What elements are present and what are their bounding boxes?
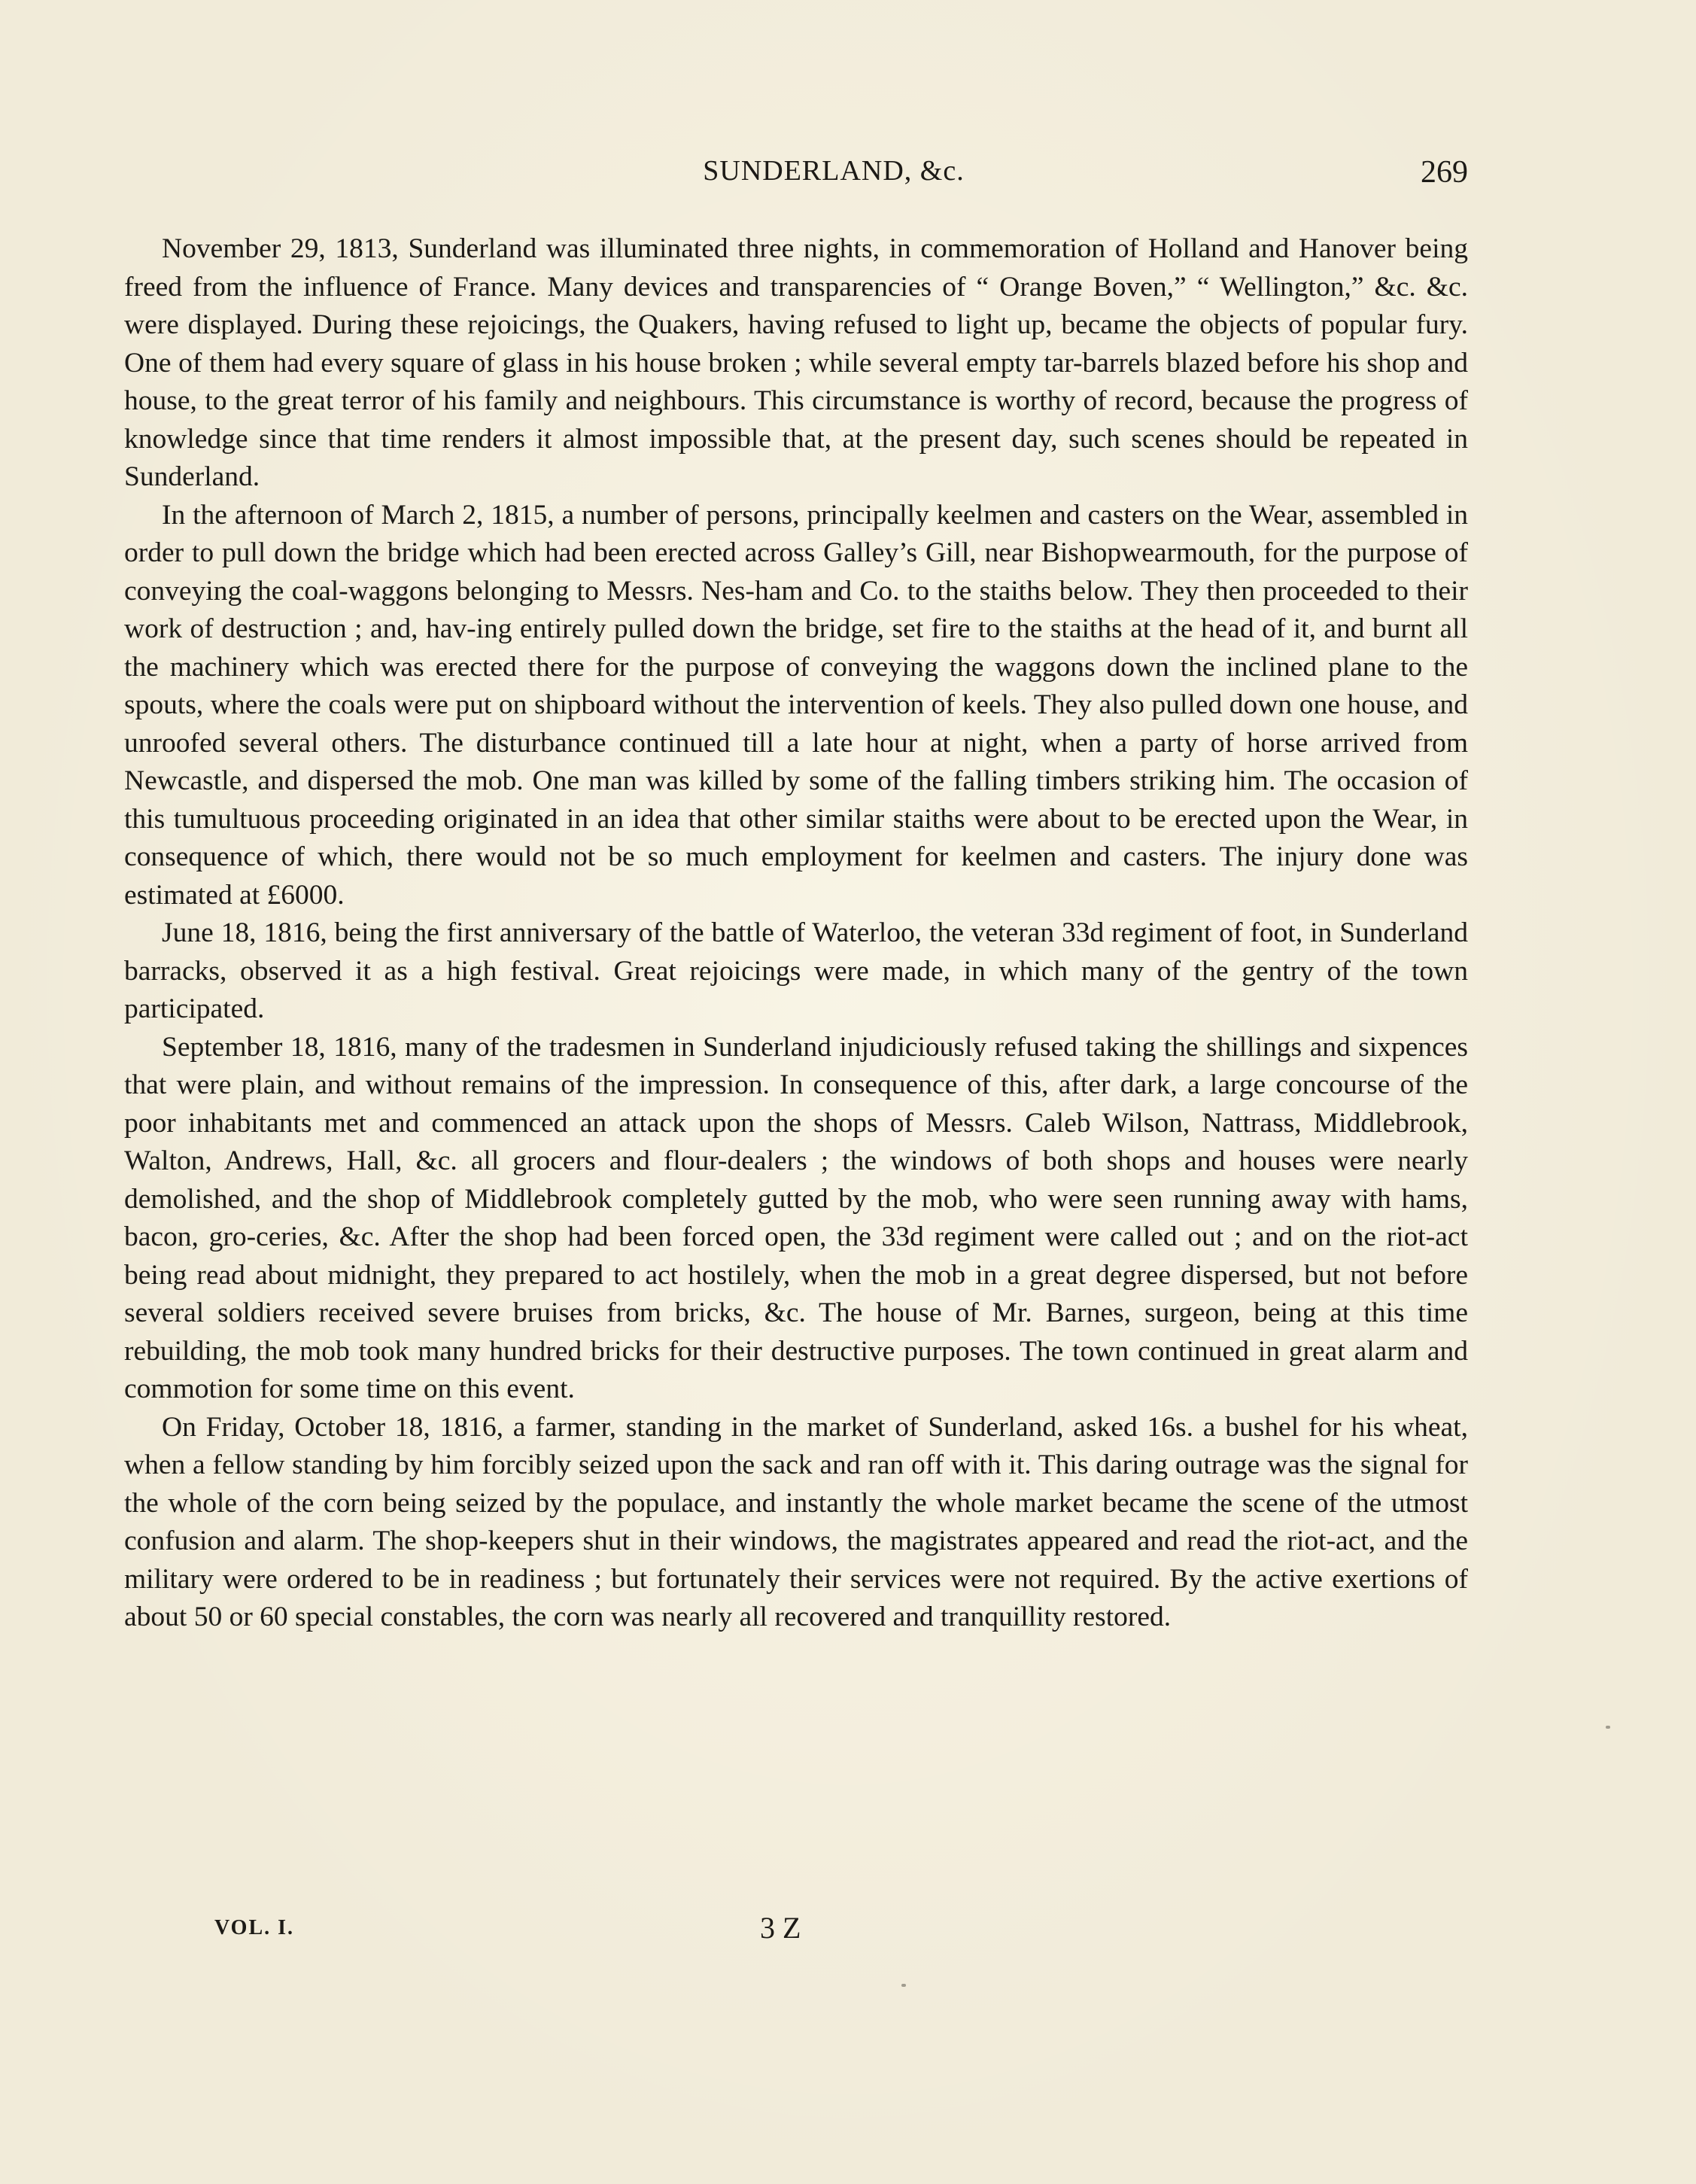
paragraph-1813-illumination: November 29, 1813, Sunderland was illuminated three nights, in commemoration of Holland and Hanover being freed from the influence of France. Many devices and transparencies of “ Orange Boven,” “ Wellington,” &c. &c. were displayed. During these rejoicings, the Quakers, having refused to light up, became the objects of popular fury. One of them had every square of glass in his house broken ; while several empty tar-barrels blazed before his shop and house, to the great terror of his family and neighbours. This circumstance is worthy of record, because the progress of knowledge since that time renders it almost impossible that, at the present day, such scenes should be repeated in Sunderland.	[124, 233, 1468, 492]
page-number: 269	[1421, 155, 1468, 190]
page-footer	[214, 1910, 892, 1948]
body-text	[124, 230, 1468, 1637]
paper-speck	[1606, 1726, 1610, 1729]
paragraph-1816-coin-riot: September 18, 1816, many of the tradesmen in Sunderland injudiciously refused taking the shillings and sixpences that were plain, and without remains of the impression. In consequence of this, after dark, a large concourse of the poor inhabitants met and commenced an attack upon the shops of Messrs. Caleb Wilson, Nattrass, Middlebrook, Walton, Andrews, Hall, &c. all grocers and flour-dealers ; the windows of both shops and houses were nearly demolished, and the shop of Middlebrook completely gutted by the mob, who were seen running away with hams, bacon, gro-ceries, &c. After the shop had been forced open, the 33d regiment were called out ; and on the riot-act being read about midnight, they prepared to act hostilely, when the mob in a great degree dispersed, but not before several soldiers received severe bruises from bricks, &c. The house of Mr. Barnes, surgeon, being at this time rebuilding, the mob took many hundred bricks for their destructive purposes. The town continued in great alarm and commotion for some time on this event.	[124, 1031, 1468, 1404]
signature-mark: 3 Z	[760, 1911, 801, 1945]
paragraph-1816-corn-riot: On Friday, October 18, 1816, a farmer, standing in the market of Sunderland, asked 16s. a bushel for his wheat, when a fellow standing by him forcibly seized upon the sack and ran off with it. This daring outrage was the signal for the whole of the corn being seized by the populace, and instantly the whole market became the scene of the utmost confusion and alarm. The shop-keepers shut in their windows, the magistrates appeared and read the riot-act, and the military were ordered to be in readiness ; but fortunately their services were not required. By the active exertions of about 50 or 60 special constables, the corn was nearly all recovered and tranquillity restored.	[124, 1411, 1468, 1632]
volume-label: VOL. I.	[214, 1916, 295, 1939]
page-header	[124, 154, 1468, 199]
paragraph-1815-bridge-riot: In the afternoon of March 2, 1815, a number of persons, principally keelmen and casters on the Wear, assembled in order to pull down the bridge which had been erected across Galley’s Gill, near Bishopwearmouth, for the purpose of conveying the coal-waggons belonging to Messrs. Nes-ham and Co. to the staiths below. They then proceeded to their work of destruction ; and, hav-ing entirely pulled down the bridge, set fire to the staiths at the head of it, and burnt all the machinery which was erected there for the purpose of conveying the waggons down the inclined plane to the spouts, where the coals were put on shipboard without the intervention of keels. They also pulled down one house, and unroofed several others. The disturbance continued till a late hour at night, when a party of horse arrived from Newcastle, and dispersed the mob. One man was killed by some of the falling timbers striking him. The occasion of this tumultuous proceeding originated in an idea that other similar staiths were about to be erected upon the Wear, in consequence of which, there would not be so much employment for keelmen and casters. The injury done was estimated at £6000.	[124, 499, 1468, 911]
paragraph-1816-waterloo-anniversary: June 18, 1816, being the first anniversary of the battle of Waterloo, the veteran 33d regiment of foot, in Sunderland barracks, observed it as a high festival. Great rejoicings were made, in which many of the gentry of the town participated.	[124, 917, 1468, 1024]
running-head: SUNDERLAND, &c.	[703, 155, 965, 187]
paper-speck	[901, 1984, 906, 1987]
